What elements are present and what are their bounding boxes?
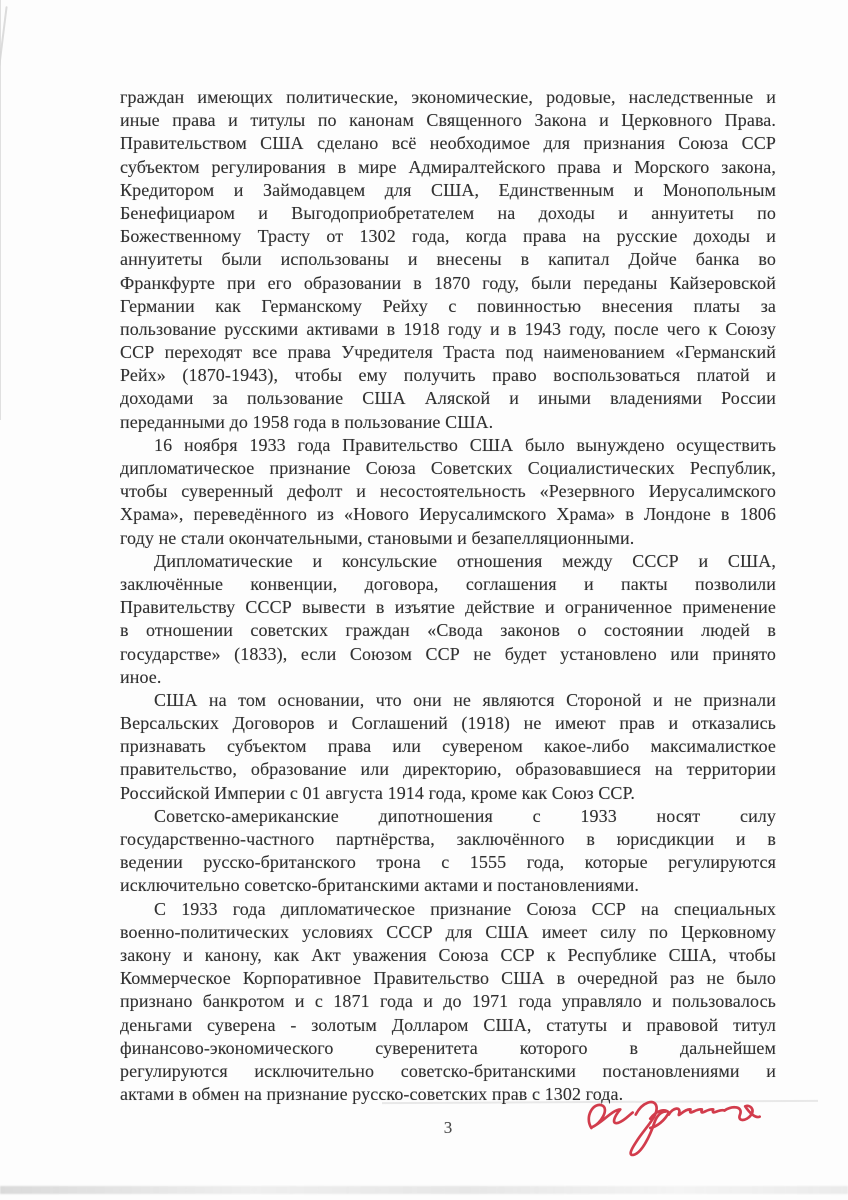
scan-bottom-shadow	[0, 1186, 848, 1194]
text-line: году не стали окончательными, становыми и безапелляционными.	[120, 527, 635, 548]
text-line: военно-политических условиях СССР для США имеет силу по Церковному	[120, 921, 776, 942]
text-line: дипломатическое признание Союза Советских Социалистических Республик,	[120, 458, 776, 478]
text-line: ведении русско-британского трона с 1555 года, которые регулируются	[120, 852, 776, 873]
text-line: актами в обмен на признание русско-советских прав с 1302 года.	[120, 1084, 624, 1105]
text-line: Рейх» (1870-1943), чтобы ему получить право воспользоваться платой и	[120, 365, 776, 386]
text-line: Франкфурте при его образовании в 1870 году, были переданы Кайзеровской	[120, 272, 776, 293]
text-line: С 1933 года дипломатическое признание Союза ССР на специальных	[154, 898, 776, 919]
paragraph	[120, 898, 776, 1107]
text-line: Коммерческое Корпоративное Правительство США в очередной раз не было	[120, 968, 776, 989]
handwritten-signature	[582, 1096, 768, 1160]
text-line: аннуитеты были использованы и внесены в капитал Дойче банка во	[120, 249, 776, 270]
page-number: 3	[443, 1118, 453, 1137]
text-line: доходами за пользование США Аляской и иными владениями России	[120, 388, 776, 409]
text-line: Божественному Трасту от 1302 года, когда права на русские доходы и	[120, 226, 776, 247]
text-line: Советско-американские дипотношения с 1933 носят силу	[154, 805, 776, 826]
text-line: деньгами суверена - золотым Долларом США, статуты и правовой титул	[120, 1014, 776, 1035]
text-line: исключительно советско-британскими актами и постановлениями.	[120, 875, 639, 896]
text-line: Бенефициаром и Выгодоприобретателем на доходы и аннуитеты по	[120, 202, 776, 223]
text-line: пользование русскими активами в 1918 году и в 1943 году, после чего к Союзу	[120, 318, 776, 339]
paragraph	[120, 550, 776, 689]
text-line: Российской Империи с 01 августа 1914 года, кроме как Союз ССР.	[120, 782, 635, 803]
text-line: государственно-частного партнёрства, заключённого в юрисдикции и в	[120, 829, 776, 849]
text-line: закону и канону, как Акт уважения Союза ССР к Республике США, чтобы	[120, 944, 776, 965]
text-line: Правительству СССР вывести в изъятие действие и ограниченное применение	[120, 597, 776, 618]
text-line: иное.	[120, 666, 162, 687]
text-line: Версальских Договоров и Соглашений (1918) не имеют прав и отказались	[120, 713, 776, 734]
text-line: в отношении советских граждан «Свода законов о состоянии людей в	[120, 620, 776, 641]
paragraph	[120, 689, 776, 805]
text-line: Храма», переведённого из «Нового Иерусалимского Храма» в Лондоне в 1806	[120, 504, 776, 525]
text-line: Дипломатические и консульские отношения между СССР и США,	[154, 550, 776, 571]
text-line: государстве» (1833), если Союзом ССР не будет установлено или принято	[120, 643, 776, 664]
paragraph	[120, 86, 776, 434]
text-line: признано банкротом и с 1871 года и до 1971 года управляло и пользовалось	[120, 991, 776, 1012]
signature-icon	[582, 1096, 768, 1160]
text-line: ССР переходят все права Учредителя Траста под наименованием «Германский	[120, 342, 776, 363]
text-line: правительство, образование или директорию, образовавшиеся на территории	[120, 759, 776, 780]
document-body	[120, 86, 776, 1106]
text-line: переданными до 1958 года в пользование США.	[120, 411, 494, 432]
text-line: признавать субъектом права или сувереном какое-либо максималисткое	[120, 736, 776, 757]
text-line: США на том основании, что они не являются Стороной и не признали	[154, 689, 776, 710]
text-line: субъектом регулирования в мире Адмиралтейского права и Морского закона,	[120, 156, 776, 177]
paragraph	[120, 434, 776, 550]
text-line: заключённые конвенции, договора, соглашения и пакты позволили	[120, 573, 776, 594]
text-line: граждан имеющих политические, экономические, родовые, наследственные и	[120, 87, 776, 107]
text-line: финансово-экономического суверенитета которого в дальнейшем	[120, 1037, 776, 1058]
paragraph	[120, 805, 776, 898]
text-line: чтобы суверенный дефолт и несостоятельность «Резервного Иерусалимского	[120, 481, 776, 502]
text-line: 16 ноября 1933 года Правительство США было вынуждено осуществить	[154, 434, 776, 455]
text-line: регулируются исключительно советско-британскими постановлениями и	[120, 1060, 776, 1081]
text-line: Германии как Германскому Рейху с повинностью внесения платы за	[120, 295, 776, 316]
scan-corner-artifact	[0, 6, 8, 66]
text-line: Правительством США сделано всё необходимое для признания Союза ССР	[120, 133, 776, 154]
text-line: иные права и титулы по канонам Священного Закона и Церковного Права.	[120, 110, 776, 131]
text-line: Кредитором и Займодавцем для США, Единственным и Монопольным	[120, 179, 776, 200]
